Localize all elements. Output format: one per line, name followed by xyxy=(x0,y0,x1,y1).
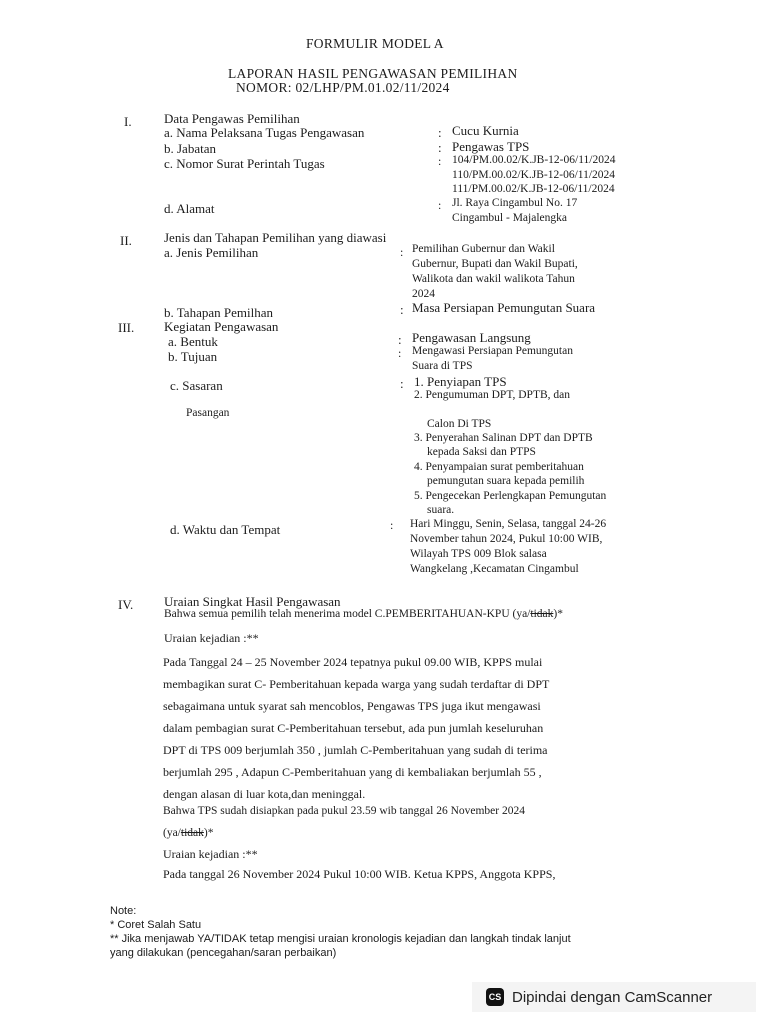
colon: : xyxy=(398,332,402,347)
section-1-label-d: d. Alamat xyxy=(164,201,215,216)
sasaran-line-5: kepada Saksi dan PTPS xyxy=(427,446,536,458)
note-line-2: ** Jika menjawab YA/TIDAK tetap mengisi uraian kronologis kejadian dan langkah tindak lanjut xyxy=(110,933,571,945)
sasaran-line-3: Calon Di TPS xyxy=(427,418,492,430)
section-1-value-c-3: 111/PM.00.02/K.JB-12-06/11/2024 xyxy=(452,183,615,195)
statement-1 xyxy=(164,608,563,620)
uraian-label-1: Uraian kejadian :** xyxy=(164,631,259,645)
section-2-value-a-2: Gubernur, Bupati dan Wakil Bupati, xyxy=(412,258,578,270)
section-1-value-b: Pengawas TPS xyxy=(452,139,530,154)
section-2-number: II. xyxy=(120,233,132,248)
waktu-line-1: Hari Minggu, Senin, Selasa, tanggal 24-26 xyxy=(410,518,607,530)
section-2-value-a-1: Pemilihan Gubernur dan Wakil xyxy=(412,243,555,255)
section-2-title: Jenis dan Tahapan Pemilihan yang diawasi xyxy=(164,230,387,245)
waktu-line-2: November tahun 2024, Pukul 10:00 WIB, xyxy=(410,533,603,545)
statement-2-struck-option: tidak xyxy=(180,827,204,839)
colon: : xyxy=(398,346,402,360)
camscanner-badge xyxy=(472,982,756,1012)
report-number: NOMOR: 02/LHP/PM.01.02/11/2024 xyxy=(236,80,450,95)
note-line-3: yang dilakukan (pencegahan/saran perbaikan) xyxy=(110,947,337,959)
section-1-value-d-1: Jl. Raya Cingambul No. 17 xyxy=(452,197,578,209)
waktu-line-4: Wangkelang ,Kecamatan Cingambul xyxy=(410,563,579,575)
statement-2: Bahwa TPS sudah disiapkan pada pukul 23.59 wib tanggal 26 November 2024 xyxy=(163,805,525,817)
section-1-label-b: b. Jabatan xyxy=(164,141,216,156)
notes-title: Note: xyxy=(110,905,137,917)
section-4-number: IV. xyxy=(118,597,134,612)
paragraph-1-line-1: Pada Tanggal 24 – 25 November 2024 tepatnya pukul 09.00 WIB, KPPS mulai xyxy=(163,655,543,669)
colon: : xyxy=(390,518,394,532)
section-2-value-b: Masa Persiapan Pemungutan Suara xyxy=(412,300,596,315)
section-2-label-a: a. Jenis Pemilihan xyxy=(164,245,259,260)
section-4-title: Uraian Singkat Hasil Pengawasan xyxy=(164,594,341,609)
paragraph-1-line-2: membagikan surat C- Pemberitahuan kepada warga yang sudah terdaftar di DPT xyxy=(163,677,550,691)
section-1-number: I. xyxy=(124,114,132,129)
statement-1-text: Bahwa semua pemilih telah menerima model C.PEMBERITAHUAN-KPU (ya/ xyxy=(164,608,531,620)
form-title: FORMULIR MODEL A xyxy=(306,36,444,51)
statement-2-choice xyxy=(163,827,213,839)
note-line-1: * Coret Salah Satu xyxy=(110,919,202,931)
colon: : xyxy=(438,198,442,212)
section-1-label-a: a. Nama Pelaksana Tugas Pengawasan xyxy=(164,125,365,140)
paragraph-2: Pada tanggal 26 November 2024 Pukul 10:00 WIB. Ketua KPPS, Anggota KPPS, xyxy=(163,867,556,881)
statement-1-struck-option: tidak xyxy=(530,608,554,620)
colon: : xyxy=(400,302,404,317)
section-2-value-a-3: Walikota dan wakil walikota Tahun xyxy=(412,273,575,285)
section-2-value-a-4: 2024 xyxy=(412,288,435,300)
camscanner-text: Dipindai dengan CamScanner xyxy=(512,988,713,1006)
colon: : xyxy=(400,376,404,391)
uraian-label-2: Uraian kejadian :** xyxy=(163,847,258,861)
section-3-label-bentuk: a. Bentuk xyxy=(168,334,218,349)
section-1-value-a: Cucu Kurnia xyxy=(452,123,519,138)
statement-2-choice-prefix: (ya/ xyxy=(163,827,181,839)
paragraph-1-line-6: berjumlah 295 , Adapun C-Pemberitahuan yang di kembaliakan berjumlah 55 , xyxy=(163,765,542,779)
section-3-label-tujuan: b. Tujuan xyxy=(168,349,218,364)
sasaran-line-4: 3. Penyerahan Salinan DPT dan DPTB xyxy=(414,432,593,444)
section-3-value-tujuan-2: Suara di TPS xyxy=(412,360,473,372)
paragraph-1-line-4: dalam pembagian surat C-Pemberitahuan tersebut, ada pun jumlah keseluruhan xyxy=(163,721,544,735)
colon: : xyxy=(438,154,442,168)
section-1-value-c-1: 104/PM.00.02/K.JB-12-06/11/2024 xyxy=(452,154,616,166)
sasaran-line-7: pemungutan suara kepada pemilih xyxy=(427,475,585,487)
paragraph-1-line-5: DPT di TPS 009 berjumlah 350 , jumlah C-Pemberitahuan yang sudah di terima xyxy=(163,743,548,757)
sasaran-extra-label: Pasangan xyxy=(186,407,230,419)
statement-2-choice-suffix: )* xyxy=(203,827,214,839)
section-1-title: Data Pengawas Pemilihan xyxy=(164,111,300,126)
sasaran-line-9: suara. xyxy=(427,504,455,516)
sasaran-line-6: 4. Penyampaian surat pemberitahuan xyxy=(414,461,584,473)
section-3-number: III. xyxy=(118,320,135,335)
section-3-label-waktu: d. Waktu dan Tempat xyxy=(170,522,281,537)
section-3-title: Kegiatan Pengawasan xyxy=(164,319,279,334)
sasaran-line-8: 5. Pengecekan Perlengkapan Pemungutan xyxy=(414,490,607,502)
camscanner-logo-icon: CS xyxy=(486,988,504,1006)
section-1-value-d-2: Cingambul - Majalengka xyxy=(452,212,567,224)
report-title: LAPORAN HASIL PENGAWASAN PEMILIHAN xyxy=(228,66,518,81)
statement-1-suffix: )* xyxy=(553,608,563,620)
sasaran-line-2: 2. Pengumuman DPT, DPTB, dan xyxy=(414,389,570,401)
section-3-label-sasaran: c. Sasaran xyxy=(170,378,223,393)
colon: : xyxy=(400,245,404,259)
section-3-value-tujuan-1: Mengawasi Persiapan Pemungutan xyxy=(412,345,573,357)
section-1-label-c: c. Nomor Surat Perintah Tugas xyxy=(164,156,325,171)
paragraph-1-line-7: dengan alasan di luar kota,dan meninggal. xyxy=(163,787,366,801)
colon: : xyxy=(438,140,442,155)
colon: : xyxy=(438,125,442,140)
paragraph-1-line-3: sebagaimana untuk syarat sah mencoblos, Pengawas TPS juga ikut mengawasi xyxy=(163,699,541,713)
sasaran-line-1: 1. Penyiapan TPS xyxy=(414,374,507,389)
section-2-label-b: b. Tahapan Pemilhan xyxy=(164,305,273,320)
section-3-value-bentuk: Pengawasan Langsung xyxy=(412,330,531,345)
waktu-line-3: Wilayah TPS 009 Blok salasa xyxy=(410,548,547,560)
section-1-value-c-2: 110/PM.00.02/K.JB-12-06/11/2024 xyxy=(452,169,616,181)
